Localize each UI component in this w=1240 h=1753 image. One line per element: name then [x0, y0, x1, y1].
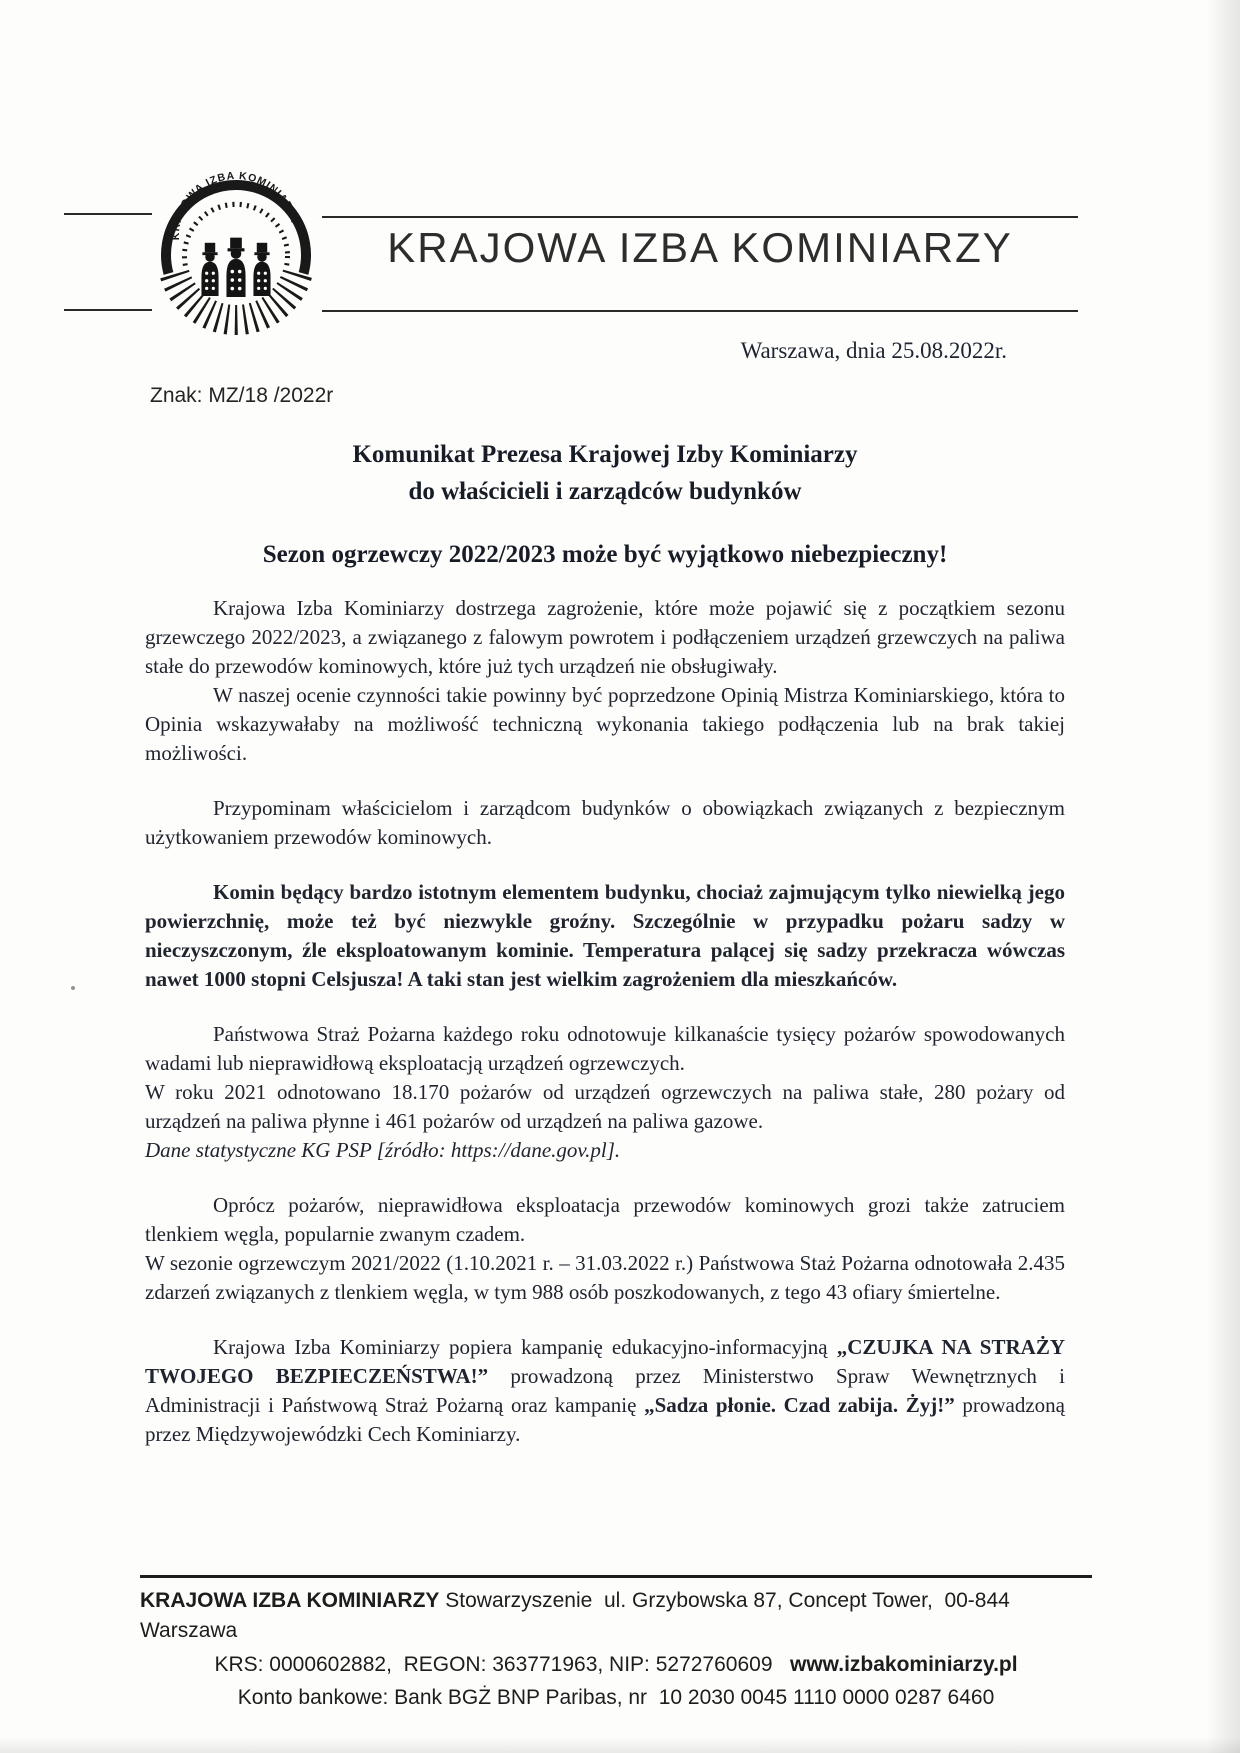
campaign-sadza-name: „Sadza płonie. Czad zabija. Żyj!”: [644, 1393, 955, 1417]
chimney-sweep-figures-icon: [201, 238, 270, 297]
paragraph-fire-stats-2021: W roku 2021 odnotowano 18.170 pożarów od urządzeń ogrzewczych na paliwa stałe, 280 pożary od urządzeń na paliwa płynne i 461 pożarów od urządzeń na paliwa gazowe.: [145, 1080, 1065, 1133]
letterhead-org-name: KRAJOWA IZBA KOMINIARZY: [387, 224, 1013, 271]
letter-title-line2: do właścicieli i zarządców budynków: [408, 478, 802, 505]
campaigns-text: Krajowa Izba Kominiarzy popiera kampanię edukacyjno-informacyjną: [213, 1335, 837, 1359]
letterhead-rule-right-bottom: [322, 310, 1078, 312]
footer-address-line: [140, 1586, 1092, 1646]
paragraph-opinion: W naszej ocenie czynności takie powinny być poprzedzone Opinią Mistrza Kominiarskiego, która to Opinia wskazywałaby na możliwość techniczną wykonania takiego podłączenia lub na brak takiej możliwości.: [145, 683, 1065, 765]
footer-registry-numbers: KRS: 0000602882, REGON: 363771963, NIP: 5272760609: [214, 1653, 791, 1676]
letter-footer: [140, 1575, 1092, 1713]
letterhead-rule-right-top: [322, 216, 1078, 218]
footer-rule: [140, 1575, 1092, 1578]
letter-subtitle: Sezon ogrzewczy 2022/2023 może być wyjątkowo niebezpieczny!: [262, 541, 948, 568]
footer-address-text: Stowarzyszenie ul. Grzybowska 87, Concept Tower, 00-844 Warszawa: [140, 1589, 1010, 1642]
paragraph-reminder: Przypominam właścicielom i zarządcom budynków o obowiązkach związanych z bezpiecznym użytkowaniem przewodów kominowych.: [145, 796, 1065, 849]
letterhead-rule-left-top: [64, 213, 152, 215]
letterhead-rule-left-bottom: [64, 309, 152, 311]
reference-number: Znak: MZ/18 /2022r: [150, 384, 334, 407]
paragraph-stats-source: Dane statystyczne KG PSP [źródło: https://dane.gov.pl].: [145, 1138, 621, 1162]
paragraph-campaigns: [145, 1333, 1065, 1449]
logo-ring-text: KRAJOWA IZBA KOMINIARZY: [169, 169, 301, 241]
footer-bank-account-line: Konto bankowe: Bank BGŻ BNP Paribas, nr 10 2030 0045 1110 0000 0287 6460: [237, 1686, 995, 1709]
footer-website-text: www.izbakominiarzy.pl: [790, 1653, 1018, 1676]
place-date-line: Warszawa, dnia 25.08.2022r.: [740, 338, 1007, 363]
scan-edge-artifact: [0, 1737, 1240, 1753]
campaign-czujka-name: „CZUJKA NA STRAŻY TWOJEGO BEZPIECZEŃSTWA!”: [145, 1335, 1065, 1388]
campaigns-text: prowadzoną przez Ministerstwo Spraw Wewnętrznych i Administracji i Państwową Straż Pożarną oraz kampanię: [145, 1364, 1065, 1417]
scan-edge-artifact: [1206, 0, 1240, 1753]
letter-title: [145, 436, 1065, 510]
paragraph-threat: Krajowa Izba Kominiarzy dostrzega zagrożenie, które może pojawić się z początkiem sezonu grzewczego 2022/2023, a związanego z falowym powrotem i podłączeniem urządzeń grzewczych na paliwa stałe do przewodów kominowych, które już tych urządzeń nie obsługiwały.: [145, 596, 1065, 678]
footer-registry-line: [140, 1650, 1092, 1680]
paragraph-fire-stats-intro: Państwowa Straż Pożarna każdego roku odnotowuje kilkanaście tysięcy pożarów spowodowanych wadami lub nieprawidłową eksploatacją urządzeń ogrzewczych.: [145, 1022, 1065, 1075]
footer-org-name: KRAJOWA IZBA KOMINIARZY: [140, 1589, 440, 1612]
paragraph-co-stats: W sezonie ogrzewczym 2021/2022 (1.10.2021 r. – 31.03.2022 r.) Państwowa Staż Pożarna odnotowała 2.435 zdarzeń związanych z tlenkiem węgla, w tym 988 osób poszkodowanych, z tego 43 ofiary śmiertelne.: [145, 1251, 1065, 1304]
letter-body: [145, 594, 1065, 1449]
paragraph-carbon-monoxide: Oprócz pożarów, nieprawidłowa eksploatacja przewodów kominowych grozi także zatruciem tlenkiem węgla, popularnie zwanym czadem.: [145, 1193, 1065, 1246]
paragraph-chimney-danger: Komin będący bardzo istotnym elementem budynku, chociaż zajmującym tylko niewielką jego powierzchnię, może też być niezwykle groźny. Szczególnie w przypadku pożaru sadzy w nieczyszczonym, źle eksploatowanym kominie. Temperatura palącej się sadzy przekracza wówczas nawet 1000 stopni Celsjusza! A taki stan jest wielkim zagrożeniem dla mieszkańców.: [145, 880, 1065, 991]
campaigns-text: prowadzoną przez Międzywojewódzki Cech Kominiarzy.: [145, 1393, 1065, 1446]
letter-title-line1: Komunikat Prezesa Krajowej Izby Kominiarzy: [352, 441, 858, 468]
scan-speck-artifact: [71, 986, 75, 990]
chimney-sweeps-guild-logo-icon: [146, 156, 326, 352]
